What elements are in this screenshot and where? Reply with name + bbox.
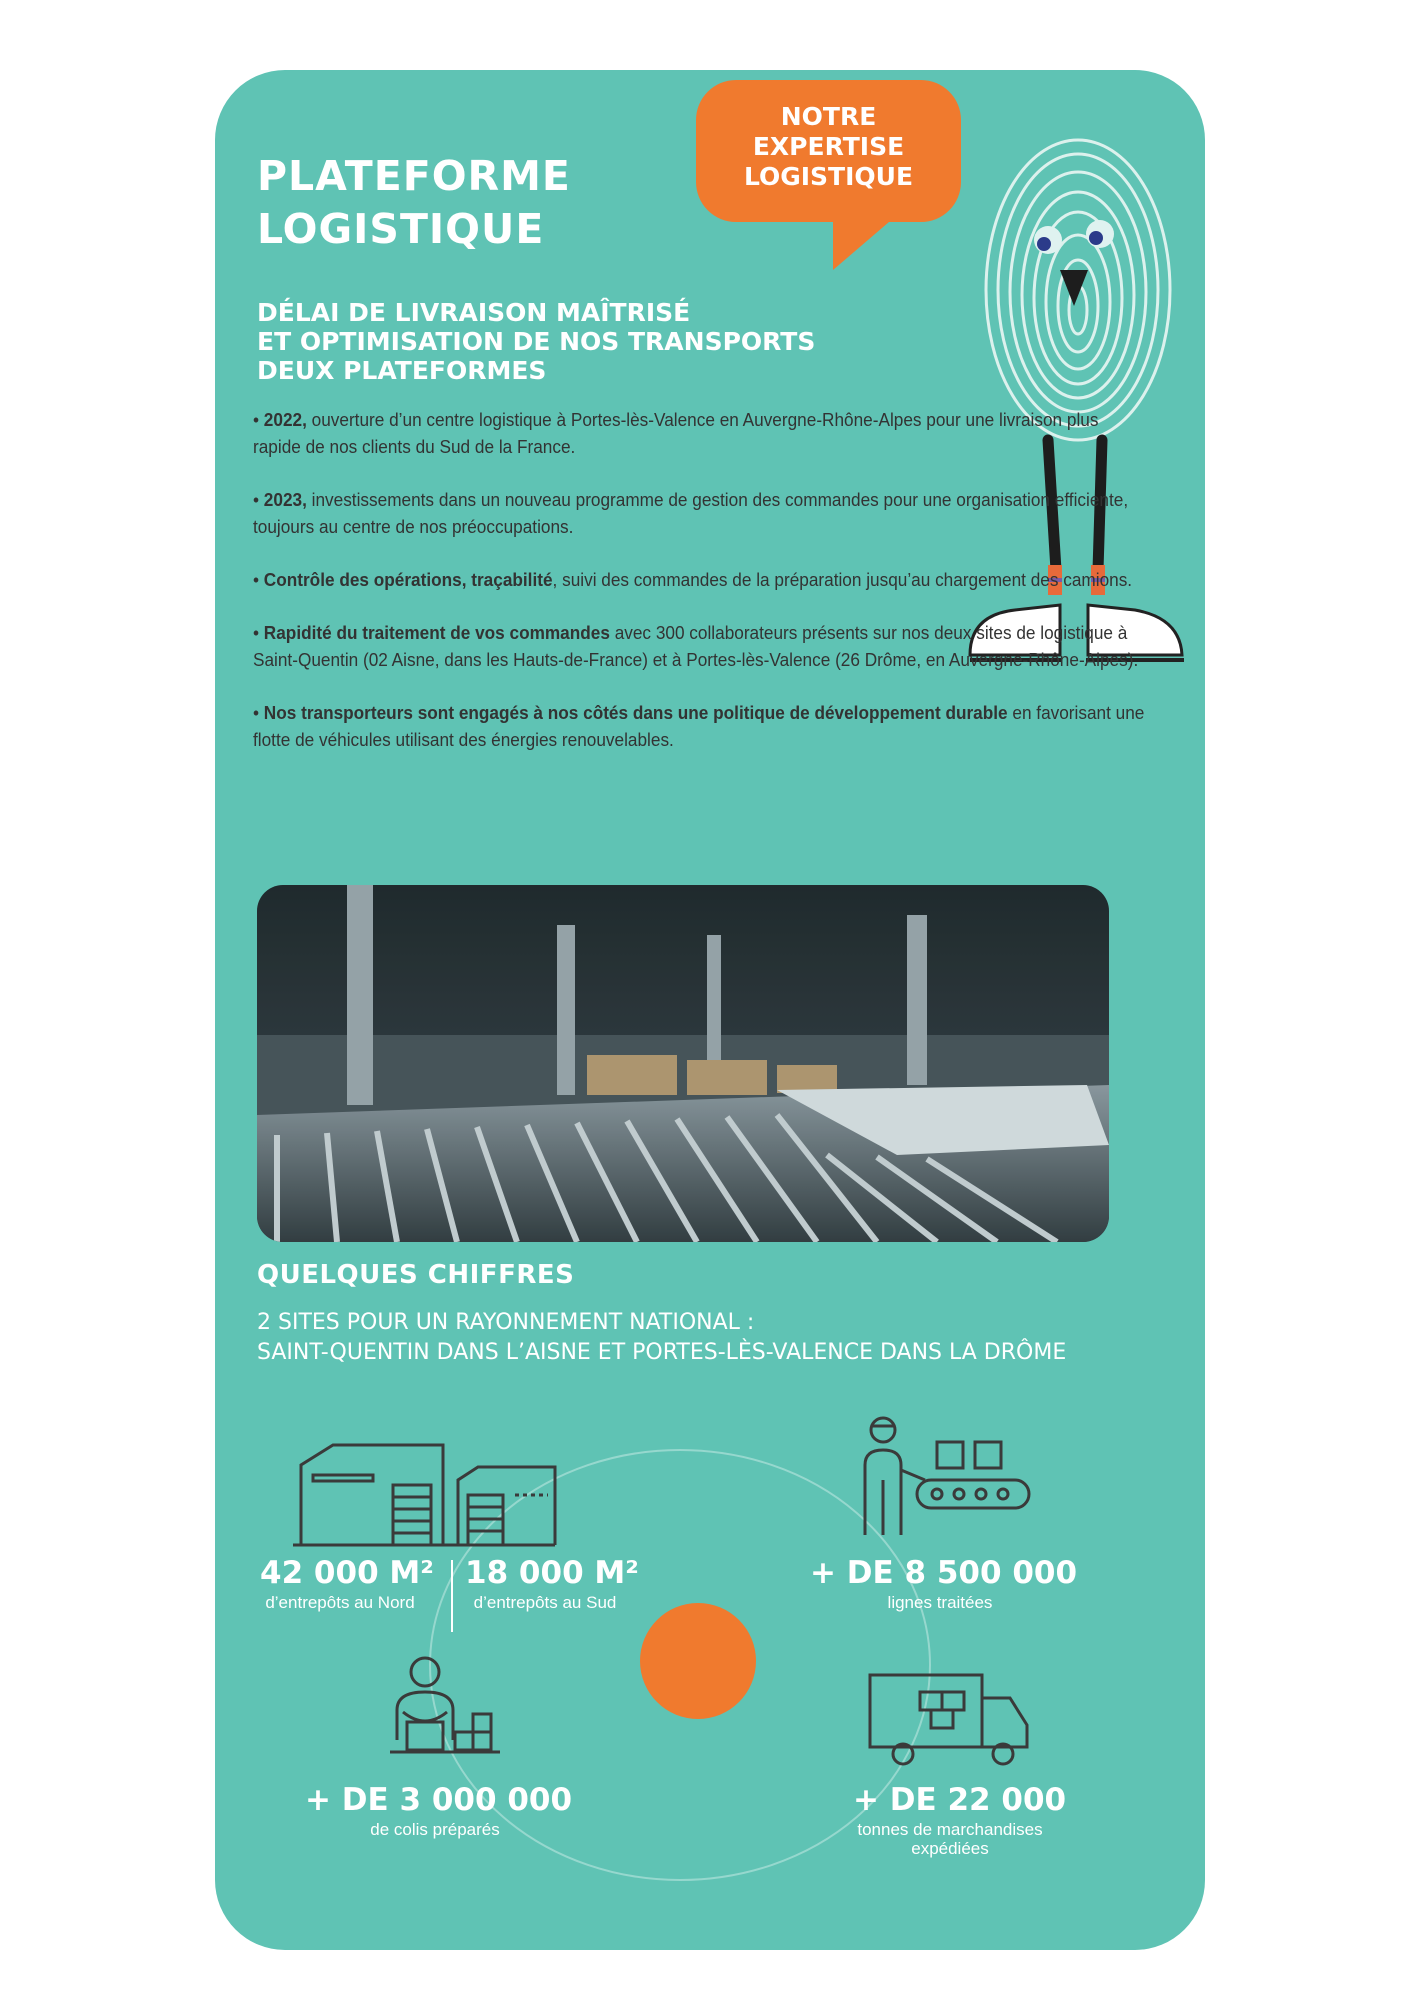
stat-divider <box>451 1560 453 1632</box>
stat-north-value: 42 000 M² <box>260 1555 434 1591</box>
bullet-2022: • 2022, ouverture d’un centre logistique à Portes-lès-Valence en Auvergne-Rhône-Alpes pour une livraison plus rapide de nos clients du Sud de la France. <box>253 409 1099 457</box>
bubble-text: NOTRE EXPERTISE LOGISTIQUE <box>743 102 914 191</box>
stat-parcels-value: + DE 3 000 000 <box>305 1782 573 1818</box>
bullet-control: • Contrôle des opérations, traçabilité, suivi des commandes de la préparation jusqu’au chargement des camions. <box>253 569 1133 590</box>
stat-parcels-label: de colis préparés <box>370 1820 500 1839</box>
logistics-card <box>215 70 1205 1950</box>
figures-subtitle: 2 SITES POUR UN RAYONNEMENT NATIONAL : SAINT-QUENTIN DANS L’AISNE ET PORTES-LÈS-VALENCE DANS LA DRÔME <box>257 1310 1067 1365</box>
delivery-subtitle: DÉLAI DE LIVRAISON MAÎTRISÉ ET OPTIMISATION DE NOS TRANSPORTS DEUX PLATEFORMES <box>257 298 816 385</box>
stat-lines-label: lignes traitées <box>887 1593 993 1612</box>
stat-south-label: d’entrepôts au Sud <box>473 1593 617 1612</box>
bullet-2023: • 2023, investissements dans un nouveau programme de gestion des commandes pour une organisation efficiente, toujours au centre de nos préoccupations. <box>253 489 1129 537</box>
figures-title: QUELQUES CHIFFRES <box>257 1260 575 1290</box>
bullet-speed: • Rapidité du traitement de vos commandes avec 300 collaborateurs présents sur nos deux sites de logistique à Saint-Quentin (02 Aisne, dans les Hauts-de-France) et à Portes-lès-Valence (26 Drôme, en Auvergne-Rhône-Alpes). <box>253 622 1139 670</box>
warehouse-conveyor-image <box>257 885 1109 1242</box>
page-title: PLATEFORME LOGISTIQUE <box>257 152 571 253</box>
expertise-speech-bubble <box>696 80 961 222</box>
warehouse-photo <box>257 885 1109 1242</box>
stat-tonnes-label: tonnes de marchandises expédiées <box>857 1820 1043 1858</box>
stat-south-value: 18 000 M² <box>465 1555 639 1591</box>
bullet-transport: • Nos transporteurs sont engagés à nos côtés dans une politique de développement durable en favorisant une flotte de véhicules utilisant des énergies renouvelables. <box>253 702 1145 750</box>
parcel-worker-icon <box>385 1650 505 1780</box>
stat-lines-value: + DE 8 500 000 <box>810 1555 1078 1591</box>
warehouse-icon <box>293 1435 558 1550</box>
orange-center-dot <box>640 1603 756 1719</box>
conveyor-worker-icon <box>855 1410 1035 1540</box>
stat-north-label: d’entrepôts au Nord <box>265 1593 415 1612</box>
stat-tonnes-value: + DE 22 000 <box>853 1782 1067 1818</box>
bullet-list <box>253 406 1145 779</box>
delivery-truck-icon <box>865 1670 1035 1770</box>
